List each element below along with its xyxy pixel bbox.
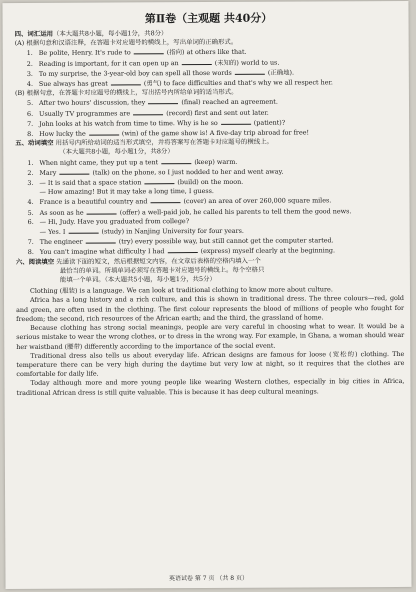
question-item: 5. After two hours' discussion, they (final) reached an agreement. — [26, 98, 278, 108]
section-4-b-instruction: (B) 根据句意，在答题卡对应题号的横线上，写出括号内所给单词的适当形式。 — [14, 88, 238, 98]
question-item: 7. The engineer (try) every possible way, but still cannot get the computer started. — [27, 236, 334, 247]
section-4-note: （本大题共8小题，每小题1分，共8分） — [52, 29, 168, 38]
answer-blank[interactable] — [59, 167, 89, 174]
answer-blank[interactable] — [86, 237, 116, 244]
answer-blank[interactable] — [148, 98, 178, 105]
passage-paragraph: Traditional dress also tells us about everyday life. African designs are famous for loose (宽松的) clothing. The temperature there can be very high during the daytime but very low at night, so it requires that the clothes are comfortable for daily life. — [16, 349, 405, 379]
section-6-instruction-2: 最恰当的单词。所填单词必须写在答题卡对应题号的横线上。每个空格只 — [59, 265, 265, 275]
question-item: 5. As soon as he (offer) a well-paid job, he called his parents to tell them the good news. — [27, 206, 352, 217]
answer-blank[interactable] — [87, 207, 117, 214]
section-5-title: 五、动词填空 — [15, 139, 54, 148]
passage-paragraph: Africa has a long history and a rich culture, and this is shown in traditional dress. The three colours—red, gold and green, are often used in the clothing. The first colour represents the blood of millions of people who fought for freedom; the second, rich resources of the African earth; and the third, the grassland of home. — [16, 294, 405, 323]
question-item: 8. How lucky the (win) of the game show is! A five-day trip abroad for free! — [27, 128, 310, 138]
section-5-items — [15, 156, 404, 258]
section-5-note: 用括号内所给动词的适当形式填空，并将答案写在答题卡对应题号的横线上。 — [55, 137, 273, 148]
reading-passage — [16, 285, 405, 397]
question-item: 8. You can't imagine what difficulty I had (express) myself clearly at the beginning. — [27, 246, 336, 257]
answer-blank[interactable] — [150, 197, 180, 204]
exam-page — [2, 1, 411, 589]
passage-paragraph: Because clothing has strong social meanings, people are very careful in choosing what to wear. It would be a serious mistake to wear the wrong clothes, or to dress in the wrong way. For example, in Ghana, a woman should wear her waistband (腰带) differently according to the importance of the social event. — [16, 322, 405, 351]
section-4-a-instruction: (A) 根据句意和汉语注释，在答题卡对应题号的横线上，写出单词的正确形式。 — [14, 38, 238, 48]
section-6-instruction-1: 先通读下面的短文，然后根据短文内容，在文章后表格的空格内填入一个 — [56, 256, 261, 266]
passage-paragraph: Today although more and more young people like wearing Western clothes, especially in big cities in Africa, traditional African dress is still quite valuable. This is because it has deep cultural meanings. — [16, 377, 405, 397]
section-5-note-2: （本大题共8小题，每小题1分，共8分） — [59, 147, 174, 157]
question-item-continued: — How amazing! But it may take a long time, I guess. — [39, 187, 214, 197]
question-item: 2. Mary (talk) on the phone, so I just nodded to her and went away. — [27, 167, 284, 177]
answer-blank[interactable] — [221, 118, 251, 125]
answer-blank[interactable] — [144, 177, 174, 184]
answer-blank[interactable] — [89, 128, 119, 135]
answer-blank[interactable] — [168, 247, 198, 254]
answer-blank[interactable] — [134, 48, 164, 55]
answer-blank[interactable] — [111, 78, 141, 85]
passage-paragraph: Clothing (服装) is a language. We can look at traditional clothing to know more about culture. — [29, 285, 333, 296]
section-4-b-items — [15, 96, 403, 139]
answer-blank[interactable] — [68, 227, 98, 234]
answer-blank[interactable] — [182, 58, 212, 65]
question-item: 6. — Hi, Judy. Have you graduated from college? — [27, 216, 190, 226]
question-item: 2. Reading is important, for it can open up an (未知的) world to us. — [26, 58, 280, 68]
question-item: 3. To my surprise, the 3-year-old boy can spell all those words (正确地). — [26, 68, 295, 78]
page-title: 第Ⅱ卷（主观题 共40分） — [144, 11, 273, 26]
section-4-a-items — [15, 46, 403, 89]
section-4-title: 四、词汇运用 — [14, 29, 53, 39]
question-item: 6. Usually TV programmes are (record) first and sent out later. — [27, 108, 269, 118]
section-6-instruction-3: 能填一个单词。（本大题共5小题，每小题1分，共5分） — [59, 275, 216, 284]
question-item-continued: — Yes. I (study) in Nanjing University for four years. — [39, 226, 244, 236]
section-6-title: 六、阅读填空 — [15, 257, 55, 266]
answer-blank[interactable] — [235, 68, 265, 75]
page-footer: 英语试卷 第 7 页 （共 8 页） — [168, 574, 249, 583]
question-item: 3. — It is said that a space station (build) on the moon. — [27, 177, 244, 187]
answer-blank[interactable] — [133, 108, 163, 115]
question-item: 1. When night came, they put up a tent (keep) warm. — [27, 157, 238, 167]
answer-blank[interactable] — [161, 157, 191, 164]
question-item: 4. Sue always has great (勇气) to face difficulties and that's why we all respect her. — [26, 78, 333, 88]
question-item: 4. France is a beautiful country and (cover) an area of over 260,000 square miles. — [27, 196, 332, 207]
page-content — [15, 11, 405, 398]
question-item: 1. Be polite, Henry. It's rude to (指向) at others like that. — [26, 48, 247, 58]
question-item: 7. John looks at his watch from time to time. Why is he so (patient)? — [27, 118, 286, 128]
